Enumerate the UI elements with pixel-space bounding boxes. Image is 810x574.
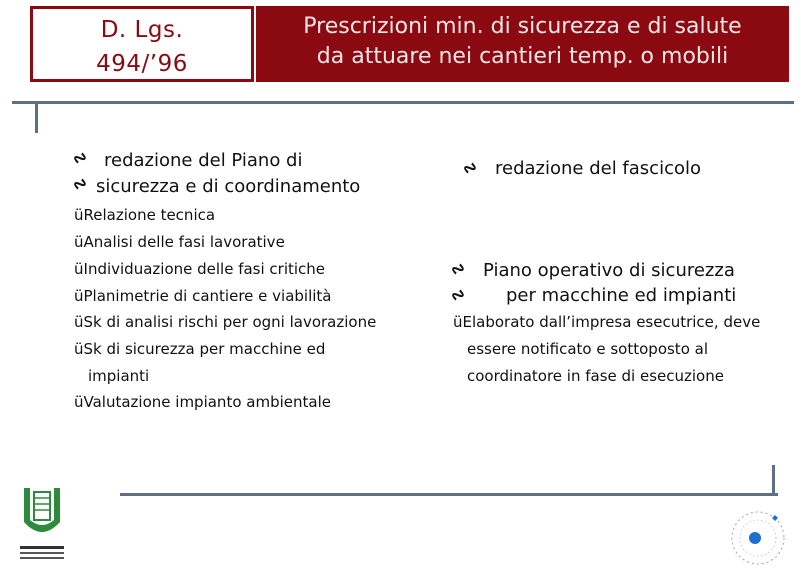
checkmark-icon: ü [74,206,84,224]
list-item-continuation: impianti [88,367,150,385]
left-heading-line1: redazione del Piano di [104,150,303,171]
fascicolo-heading: redazione del fascicolo [495,158,701,179]
pos-description-line2: essere notificato e sottoposto al [467,340,708,358]
left-heading-line2: sicurezza e di coordinamento [96,176,361,197]
law-reference-box [30,6,254,82]
checkmark-icon: ü [74,260,84,278]
pos-heading-line1: Piano operativo di sicurezza [483,260,735,281]
pos-description [453,313,760,331]
list-item [74,233,285,251]
list-item [74,313,376,331]
law-reference-line1: D. Lgs. [100,17,184,43]
checkmark-icon: ü [74,340,84,358]
checkmark-icon: ü [74,313,84,331]
wave-bullet-icon: ∿ [66,171,94,197]
institute-seal-logo [722,500,792,570]
list-item [74,340,325,358]
checkmark-icon: ü [74,393,84,411]
top-left-tick [35,101,38,133]
slide-title-line2: da attuare nei cantieri temp. o mobili [316,44,729,69]
wave-bullet-icon: ∿ [444,256,472,282]
wave-bullet-icon: ∿ [66,145,94,171]
list-item [74,287,332,305]
law-reference-line2: 494/’96 [96,51,188,77]
list-item-label: Individuazione delle fasi critiche [83,260,326,278]
checkmark-icon: ü [74,287,84,305]
list-item [74,206,215,224]
university-logo [18,486,66,566]
list-item-label: Analisi delle fasi lavorative [83,233,285,251]
pos-heading-line2: per macchine ed impianti [506,285,737,306]
list-item [74,260,325,278]
list-item-label: Sk di sicurezza per macchine ed [83,340,326,358]
wave-bullet-icon: ∿ [456,155,484,181]
pos-description-line1: Elaborato dall’impresa esecutrice, deve [462,313,761,331]
top-divider-line [12,101,794,104]
list-item-label: Planimetrie di cantiere e viabilità [83,287,332,305]
list-item-label: Valutazione impianto ambientale [83,393,331,411]
bottom-divider-line [120,493,778,496]
slide-title-line1: Prescrizioni min. di sicurezza e di salute [303,14,742,39]
list-item-label: Relazione tecnica [83,206,216,224]
wave-bullet-icon: ∿ [444,282,472,308]
list-item [74,393,331,411]
slide-title-box [256,6,789,82]
bottom-right-tick [772,465,775,496]
checkmark-icon: ü [74,233,84,251]
checkmark-icon: ü [453,313,463,331]
list-item-label: Sk di analisi rischi per ogni lavorazione [83,313,377,331]
pos-description-line3: coordinatore in fase di esecuzione [467,367,724,385]
